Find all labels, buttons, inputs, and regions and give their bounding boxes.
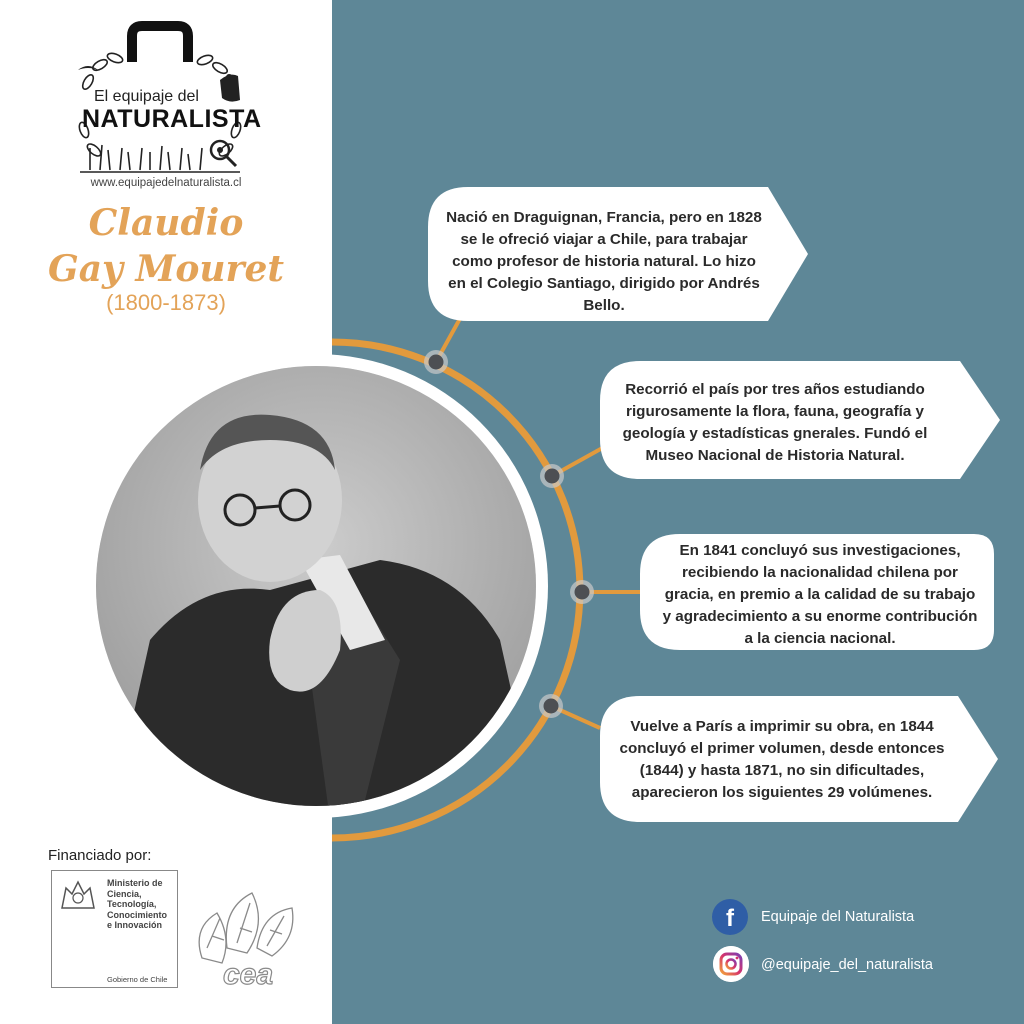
timeline-text-3: En 1841 concluyó sus investigaciones, recibiendo la nacionalidad chilena por gracia, en premio a la calidad de su trabajo y agradecimiento a su enorme contribución a la ciencia nacional.: [662, 542, 978, 647]
ministry-name: Ministerio de Ciencia, Tecnología, Conocimiento e Innovación: [107, 878, 167, 930]
cea-text: cea: [222, 958, 274, 990]
timeline-text-2: Recorrió el país por tres años estudiando rigurosamente la flora, fauna, geografía y geología y estadísticas gnerales. Fundó el Museo Nacional de Historia Natural.: [622, 381, 928, 464]
funded-by-label: Financiado por:: [48, 847, 152, 864]
logo-small-text: El equipaje del: [94, 88, 199, 105]
website-url[interactable]: www.equipajedelnaturalista.cl: [90, 177, 242, 189]
facebook-icon[interactable]: [712, 899, 748, 935]
timeline-text-1: Nació en Draguignan, Francia, pero en 1828 se le ofreció viajar a Chile, para trabajar como profesor de historia natural. Lo hizo en el Colegio Santiago, dirigido por Andrés Bello.: [446, 209, 762, 314]
chile-crest-icon: [58, 878, 98, 912]
logo-title: NATURALISTA: [82, 105, 262, 133]
cea-logo: [192, 888, 304, 990]
person-first-name: Claudio: [88, 202, 244, 244]
person-last-name: Gay Mouret: [47, 248, 285, 290]
government-label: Gobierno de Chile: [107, 975, 168, 984]
timeline-text-4: Vuelve a París a imprimir su obra, en 1844 concluyó el primer volumen, desde entonces (1844) y hasta 1871, no sin dificultades, aparecieron los siguientes 29 volúmenes.: [619, 718, 945, 801]
facebook-handle[interactable]: Equipaje del Naturalista: [761, 909, 915, 925]
instagram-icon[interactable]: [713, 946, 749, 982]
person-years: (1800-1873): [106, 290, 226, 315]
instagram-handle[interactable]: @equipaje_del_naturalista: [761, 957, 933, 973]
svg-text:f: f: [726, 905, 734, 932]
